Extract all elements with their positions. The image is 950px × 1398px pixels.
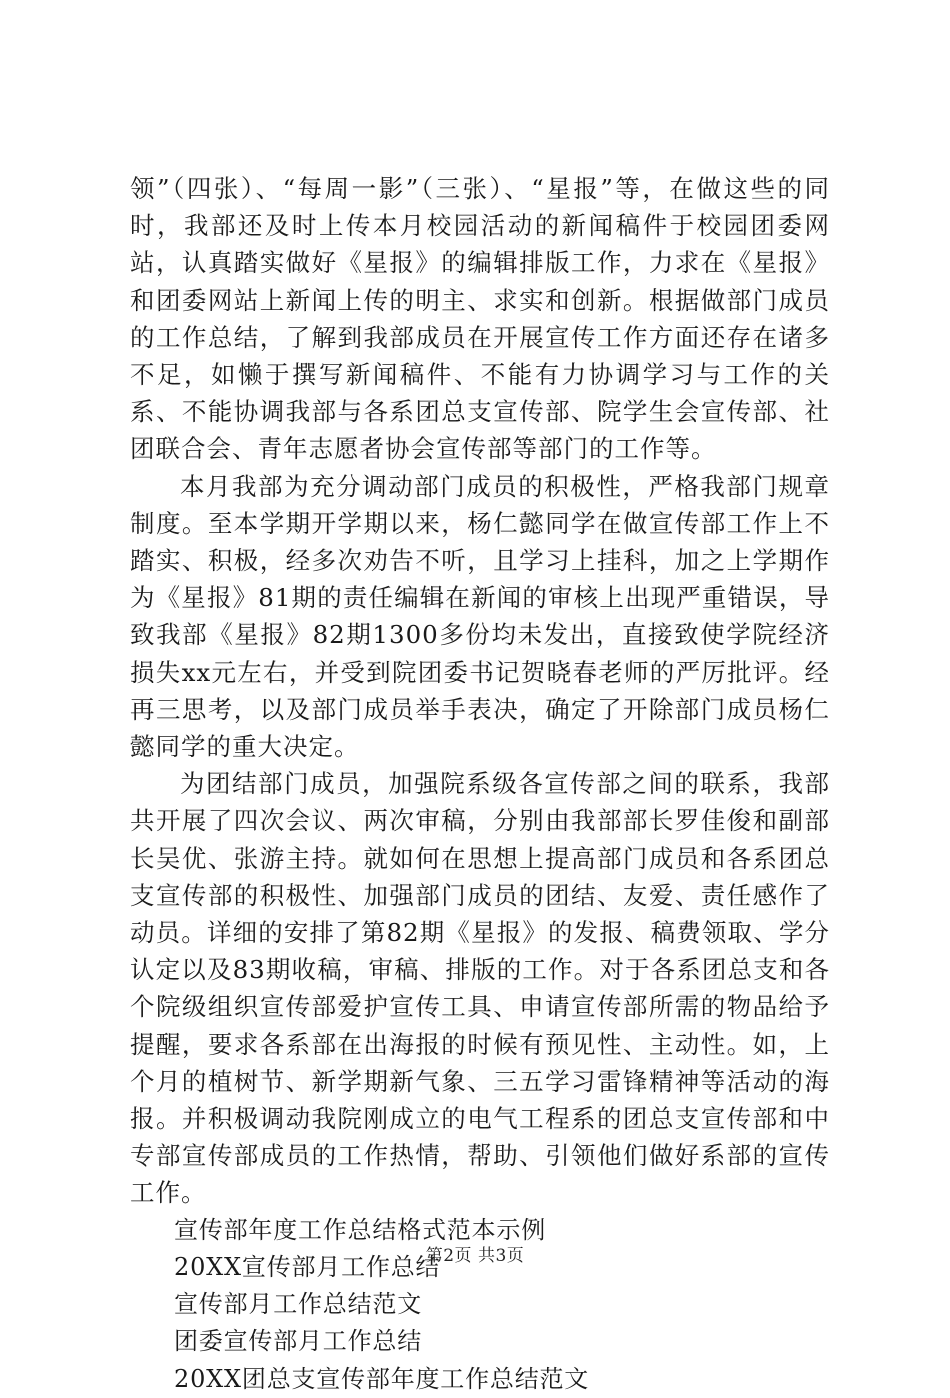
- related-article-link[interactable]: 20XX团总支宣传部年度工作总结范文: [174, 1364, 590, 1393]
- related-article-link[interactable]: 20XX宣传部月工作总结: [174, 1252, 441, 1281]
- document-body: [130, 170, 830, 1398]
- related-article-link[interactable]: 宣传部年度工作总结格式范本示例: [174, 1215, 546, 1244]
- related-article-link[interactable]: 宣传部月工作总结范文: [174, 1290, 422, 1319]
- paragraph: 本月我部为充分调动部门成员的积极性，严格我部门规章制度。至本学期开学期以来，杨仁懿同学在做宣传部工作上不踏实、积极，经多次劝告不听，且学习上挂科，加之上学期作为《星报》81期的责任编辑在新闻的审核上出现严重错误，导致我部《星报》82期1300多份均未发出，直接致使学院经济损失xx元左右，并受到院团委书记贺晓春老师的严厉批评。经再三思考，以及部门成员举手表决，确定了开除部门成员杨仁懿同学的重大决定。: [130, 471, 830, 762]
- page-number-footer: 第2页 共3页: [425, 1246, 525, 1266]
- paragraph: 领”（四张）、“每周一影”（三张）、“星报”等，在做这些的同时，我部还及时上传本月校园活动的新闻稿件于校园团委网站，认真踏实做好《星报》的编辑排版工作，力求在《星报》和团委网站上新闻上传的明主、求实和创新。根据做部门成员的工作总结，了解到我部成员在开展宣传工作方面还存在诸多不足，如懒于撰写新闻稿件、不能有力协调学习与工作的关系、不能协调我部与各系团总支宣传部、院学生会宣传部、社团联合会、青年志愿者协会宣传部等部门的工作等。: [130, 174, 830, 464]
- related-articles-list: [130, 1212, 830, 1398]
- related-article-link[interactable]: 团委宣传部月工作总结: [174, 1327, 422, 1356]
- paragraph: 为团结部门成员，加强院系级各宣传部之间的联系，我部共开展了四次会议、两次审稿，分别由我部部长罗佳俊和副部长吴优、张游主持。就如何在思想上提高部门成员和各系团总支宣传部的积极性、加强部门成员的团结、友爱、责任感作了动员。详细的安排了第82期《星报》的发报、稿费领取、学分认定以及83期收稿，审稿、排版的工作。对于各系团总支和各个院级组织宣传部爱护宣传工具、申请宣传部所需的物品给予提醒，要求各系部在出海报的时候有预见性、主动性。如，上个月的植树节、新学期新气象、三五学习雷锋精神等活动的海报。并积极调动我院刚成立的电气工程系的团总支宣传部和中专部宣传部成员的工作热情，帮助、引领他们做好系部的宣传工作。: [130, 769, 830, 1208]
